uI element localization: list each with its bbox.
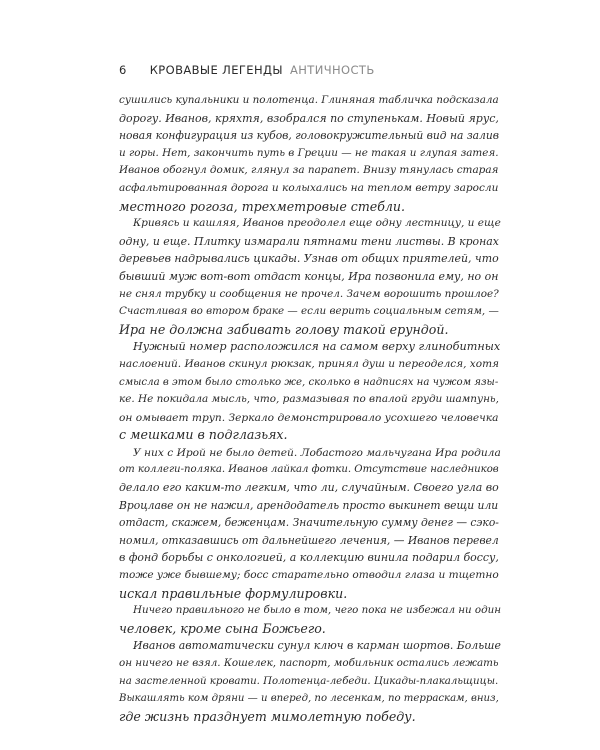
text-line: Ира не должна забивать голову такой ерундой. — [119, 321, 449, 337]
book-title: КРОВАВЫЕ ЛЕГЕНДЫ — [149, 63, 283, 77]
paragraph-first-line: Ничего правильного не было в том, чего пока не избежал ни один — [133, 604, 502, 617]
text-line: в фонд борьбы с онкологией, а коллекцию винила подарил боссу, — [119, 551, 499, 565]
text-line: ке. Не покидала мысль, что, размазывая по впалой груди шампунь, — [119, 393, 499, 406]
text-line: делало его каким-то легким, что ли, случайным. Своего угла во — [119, 481, 499, 495]
text-line: Выкашлять ком дряни — и вперед, по лесенкам, по терраскам, вниз, — [119, 693, 499, 705]
text-line: одну, и еще. Плитку измарали пятнами тени листвы. В кронах — [119, 234, 499, 248]
text-line: и горы. Нет, закончить путь в Греции — не такая и глупая затея. — [119, 146, 499, 159]
section-title: АНТИЧНОСТЬ — [289, 63, 375, 77]
text-line: деревьев надрывались цикады. Узнав от общих приятелей, что — [119, 252, 499, 266]
paragraph-first-line: Иванов автоматически сунул ключ в карман шортов. Больше — [133, 639, 501, 653]
text-line: местного рогоза, трехметровые стебли. — [119, 198, 406, 214]
paragraph-first-line: Нужный номер расположился на самом верху глинобитных — [133, 340, 501, 354]
text-line: Счастливая во втором браке — если верить социальным сетям, — — [119, 305, 499, 318]
page-number: 6 — [119, 63, 127, 77]
text-line: новая конфигурация из кубов, головокружительный вид на залив — [119, 129, 499, 143]
text-line: человек, кроме сына Божьего. — [119, 620, 326, 636]
text-line: Вроцлаве он не нажил, арендодатель просто выкинет вещи или — [119, 498, 499, 512]
text-line: на застеленной кровати. Полотенца-лебеди. Цикады-плакальщицы. — [119, 675, 499, 687]
text-line: бывший муж вот-вот отдаст концы, Ира позвонила ему, но он — [119, 269, 499, 283]
text-line: асфальтированная дорога и колыхались на теплом ветру заросли — [119, 181, 499, 194]
text-line: он омывает труп. Зеркало демонстрировало усохшего человечка — [119, 410, 499, 424]
text-line: дорогу. Иванов, кряхтя, взобрался по ступенькам. Новый ярус, — [119, 111, 499, 125]
text-line: сушились купальники и полотенца. Глиняная табличка подсказала — [119, 94, 499, 106]
body-text — [119, 92, 502, 725]
text-line: отдаст, скажем, беженцам. Значительную сумму денег — сэко- — [119, 516, 499, 530]
text-line: наслоений. Иванов скинул рюкзак, принял душ и переоделся, хотя — [119, 357, 500, 370]
text-line: смысла в этом было столько же, сколько в надписях на чужом язы- — [119, 376, 499, 388]
text-line: искал правильные формулировки. — [119, 585, 348, 601]
paragraph-first-line: Кривясь и кашляя, Иванов преодолел еще одну лестницу, и еще — [133, 217, 501, 230]
text-line: Иванов обогнул домик, глянул за парапет. Внизу тянулась старая — [119, 164, 499, 177]
text-line: тоже уже бывшему; босс старательно отводил глаза и тщетно — [119, 569, 499, 582]
text-line: номил, отказавшись от дальнейшего лечения, — Иванов перевел — [119, 533, 499, 547]
text-line: не снял трубку и сообщения не прочел. Зачем ворошить прошлое? — [119, 287, 499, 300]
text-line: от коллеги-поляка. Иванов лайкал фотки. Отсутствие наследников — [119, 464, 499, 476]
text-line: он ничего не взял. Кошелек, паспорт, мобильник остались лежать — [119, 657, 499, 669]
running-header — [119, 63, 375, 77]
text-line: с мешками в подглазьях. — [119, 427, 288, 443]
text-line: где жизнь празднует мимолетную победу. — [119, 708, 416, 724]
paragraph-first-line: У них с Ирой не было детей. Лобастого мальчугана Ира родила — [133, 445, 501, 459]
